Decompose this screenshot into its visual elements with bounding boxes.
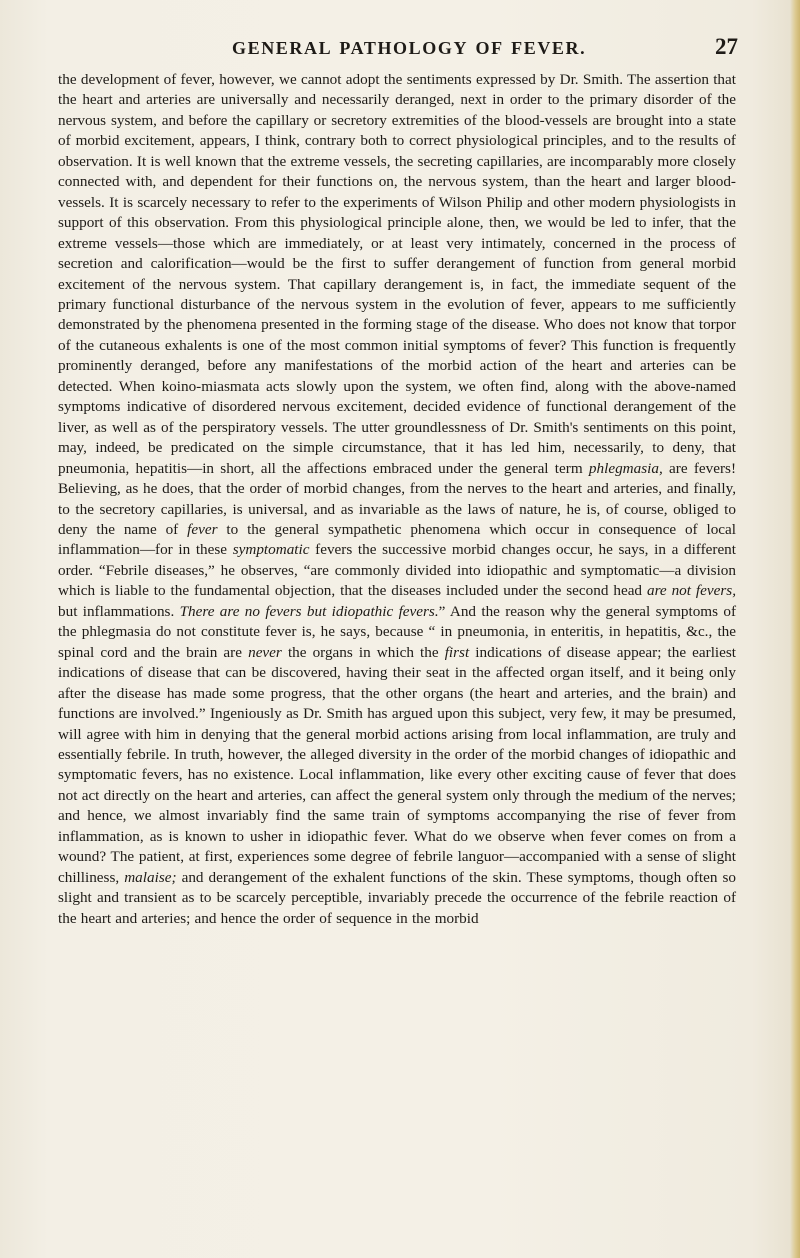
italic-term: malaise; xyxy=(124,868,177,886)
italic-term: never xyxy=(248,643,282,661)
text-run: the organs in which the xyxy=(287,643,439,661)
italic-term: There are no fevers but idiopathic fevers. xyxy=(179,602,439,620)
text-run: and derangement of the exhalent functions of the skin. These symptoms, though often so slight and transient as to be scarcely perceptible, invariably precede the occurrence of the febrile reaction of the heart and arteries; and hence the order of sequence in the morbid xyxy=(58,868,737,927)
italic-term: phlegmasia, xyxy=(588,459,663,477)
body-paragraph xyxy=(58,70,736,929)
text-run: the development of fever, however, we cannot adopt the sentiments expressed by Dr. Smith. The assertion that the heart and arteries are universally and necessarily deranged, next in order to the primary disorder of the nervous system, and before the capillary or secretory extremities of the blood-vessels are brought into a state of morbid excitement, appears, I think, contrary both to correct physiological principles, and to the results of observation. It is well known that the extreme vessels, the secreting capillaries, are incomparably more closely connected with, and dependent for their functions on, the nervous system, than the heart and larger blood-vessels. It is scarcely necessary to refer to the experiments of Wilson Philip and other modern physiologists in support of this observation. From this physiological principle alone, then, we would be led to infer, that the extreme vessels—those which are immediately, or at least very intimately, concerned in the process of secretion and calorification—would be the first to suffer derangement of function from general morbid excitement of the nervous system. That capillary derangement is, in fact, the immediate sequent of the primary functional disturbance of the nervous system in the evolution of fever, appears to me sufficiently demonstrated by the phenomena presented in the forming stage of the disease. Who does not know that torpor of the cutaneous exhalents is one of the most common initial symptoms of fever? This function is frequently prominently deranged, before any manifestations of the morbid action of the heart and arteries can be detected. When koino-miasmata acts slowly upon the system, we often find, along with the above-named symptoms indicative of disordered nervous excitement, decided evidence of functional derangement of the liver, as well as of the perspiratory vessels. The utter groundlessness of Dr. Smith's sentiments on this point, may, indeed, be predicated on the simple circumstance, that it has led him, necessarily, to deny, that pneumonia, hepatitis—in short, all the affections embraced under the general term xyxy=(58,71,736,477)
text-run: fevers the successive morbid changes occur, he says, in a different order. “Febrile diseases,” he observes, “are commonly divided into idiopathic and symptomatic—a division which is liable to the fundamental objection, that the diseases included under the second head xyxy=(58,541,736,600)
italic-term: first xyxy=(444,643,470,661)
page-edge xyxy=(790,0,800,1258)
text-run: are fevers! Believing, as he does, that the order of morbid changes, from the nerves to the heart and arteries, and finally, to the secretory capillaries, is universal, and as invariable as the laws of nature, he is, of course, obliged to deny the name of xyxy=(58,459,737,538)
italic-term: symptomatic xyxy=(232,541,310,559)
text-run: ” And the reason why the general symptoms of the phlegmasia do not constitute fever is, he says, because “ in pneumonia, in enteritis, in hepatitis, &c., the spinal cord and the brain are xyxy=(58,602,737,661)
running-head xyxy=(98,34,738,64)
italic-term: are not fevers, xyxy=(646,582,736,600)
running-title: GENERAL PATHOLOGY OF FEVER. xyxy=(232,38,587,58)
text-run: to the general sympathetic phenomena which occur in consequence of local inflammation—for in these xyxy=(58,520,737,559)
text-run: but inflammations. xyxy=(58,602,175,620)
page-number: 27 xyxy=(715,34,738,59)
text-run: indications of disease appear; the earliest indications of disease that can be discovered, having their seat in the affected organ itself, and it being only after the disease has made some progress, that the other organs (the heart and arteries, and the brain) and functions are involved.” Ingeniously as Dr. Smith has argued upon this subject, very few, it may be presumed, will agree with him in denying that the general morbid actions arising from local inflammation, are truly and essentially febrile. In truth, however, the alleged diversity in the order of the morbid changes of idiopathic and symptomatic fevers, has no existence. Local inflammation, like every other exciting cause of fever that does not act directly on the heart and arteries, can affect the general system only through the medium of the nerves; and hence, we almost invariably find the same train of symptoms accompanying the rise of fever from inflammation, as is known to usher in idiopathic fever. What do we observe when fever comes on from a wound? The patient, at first, experiences some degree of febrile languor—accompanied with a sense of slight chilliness, xyxy=(58,643,737,886)
italic-term: fever xyxy=(187,520,218,538)
